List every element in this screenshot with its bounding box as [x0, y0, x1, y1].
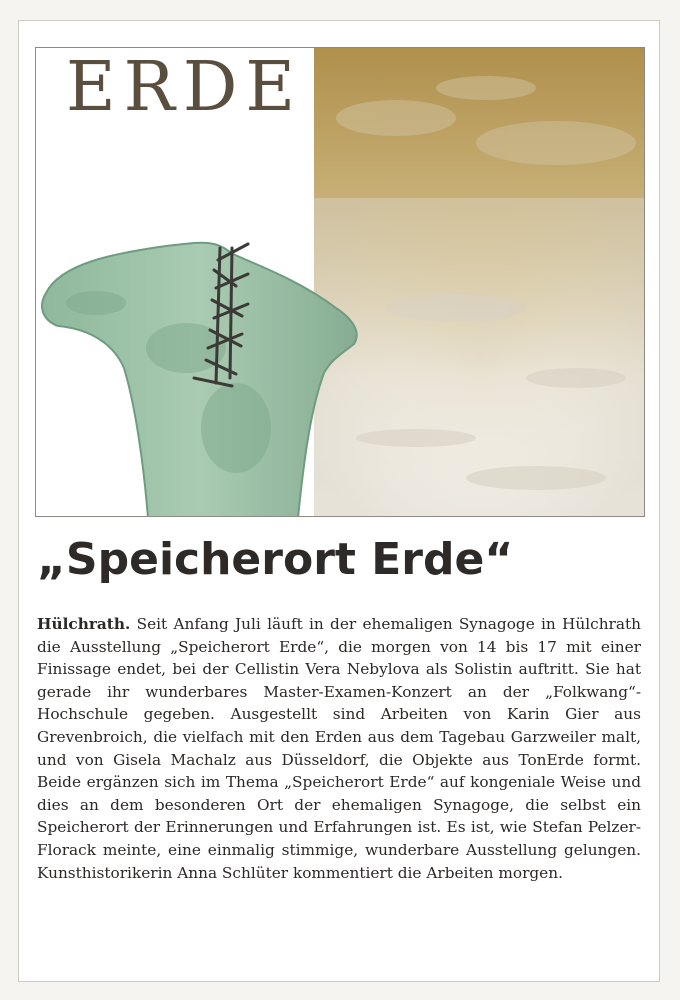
article-headline: „Speicherort Erde“ — [37, 534, 514, 585]
newspaper-clipping — [18, 20, 660, 982]
article-lead-location: Hülchrath. — [37, 615, 131, 633]
article-photo — [35, 47, 645, 517]
article-body — [37, 613, 641, 884]
article-text: Seit Anfang Juli läuft in der ehemaligen Synagoge in Hülchrath die Ausstellung „Speicherort Erde“, die morgen von 14 bis 17 mit einer Finissage endet, bei der Cellistin Vera Nebylova als Solistin auftritt. Sie hat gerade ihr wunderbares Master-Examen-Konzert an der „Folkwang“-Hochschule gegeben. Ausgestellt sind Arbeiten von Karin Gier aus Grevenbroich, die vielfach mit den Erden aus dem Tagebau Garzweiler malt, und von Gisela Machalz aus Düsseldorf, die Objekte aus TonErde formt. Beide ergänzen sich im Thema „Speicherort Erde“ auf kongeniale Weise und dies an dem besonderen Ort der ehemaligen Synagoge, die selbst ein Speicherort der Erinnerungen und Erfahrungen ist. Es ist, wie Stefan Pelzer-Florack meinte, eine einmalig stimmige, wunderbare Ausstellung gelungen. Kunsthistorikerin Anna Schlüter kommentiert die Arbeiten morgen. — [37, 615, 641, 882]
image-title: ERDE — [66, 48, 303, 127]
